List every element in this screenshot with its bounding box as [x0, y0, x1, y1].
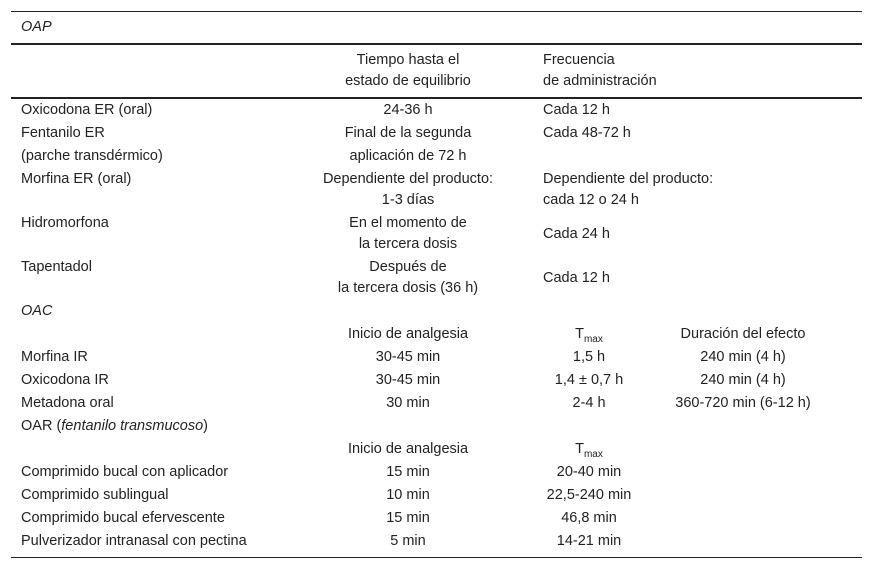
onset-value: 15 min — [386, 464, 430, 480]
oar-title-suffix: ) — [203, 418, 208, 434]
drug-name: Oxicodona IR — [21, 372, 109, 388]
steady-state-value: En el momento de — [349, 215, 467, 231]
onset-value: 5 min — [390, 533, 426, 549]
duration-value: 240 min (4 h) — [700, 372, 786, 388]
frequency-value: Dependiente del producto: — [543, 171, 714, 187]
tmax-value: 20-40 min — [556, 464, 622, 480]
steady-state-value: Dependiente del producto: — [322, 171, 494, 187]
tmax-value: 1,4 ± 0,7 h — [554, 372, 624, 388]
oap-title-rule — [11, 43, 862, 45]
header-frequency-line1: Frecuencia — [543, 52, 615, 68]
frequency-value-line2: cada 12 o 24 h — [543, 192, 639, 208]
drug-name: Comprimido sublingual — [21, 487, 169, 503]
drug-name: Pulverizador intranasal con pectina — [21, 533, 247, 549]
drug-name-detail: (parche transdérmico) — [21, 148, 163, 164]
drug-name: Tapentadol — [21, 259, 92, 275]
steady-state-value: 24-36 h — [383, 102, 433, 118]
drug-name: Comprimido bucal con aplicador — [21, 464, 229, 480]
section-title-oac: OAC — [21, 303, 53, 319]
duration-value: 360-720 min (6-12 h) — [675, 395, 811, 411]
steady-state-value: Después de — [369, 259, 447, 275]
duration-value: 240 min (4 h) — [700, 349, 786, 365]
frequency-value: Cada 24 h — [543, 226, 610, 242]
drug-name: Morfina ER (oral) — [21, 171, 132, 187]
onset-value: 30-45 min — [375, 372, 441, 388]
drug-name: Hidromorfona — [21, 215, 109, 231]
steady-state-value: Final de la segunda — [344, 125, 472, 141]
steady-state-value-line2: la tercera dosis (36 h) — [337, 280, 479, 296]
bottom-rule — [11, 557, 862, 558]
onset-value: 10 min — [386, 487, 430, 503]
onset-value: 30 min — [386, 395, 430, 411]
tmax-main: T — [575, 441, 584, 457]
frequency-value: Cada 12 h — [543, 270, 610, 286]
drug-name: Fentanilo ER — [21, 125, 105, 141]
top-rule — [11, 11, 862, 12]
tmax-sub: max — [583, 449, 603, 460]
header-frequency-line2: de administración — [543, 73, 657, 89]
header-steady-state-line2: estado de equilibrio — [345, 73, 471, 89]
frequency-value: Cada 12 h — [543, 102, 610, 118]
drug-name: Comprimido bucal efervescente — [21, 510, 225, 526]
steady-state-value-line2: 1-3 días — [381, 192, 435, 208]
tmax-value: 22,5-240 min — [546, 487, 632, 503]
tmax-main: T — [575, 326, 584, 342]
frequency-value: Cada 48-72 h — [543, 125, 631, 141]
tmax-value: 46,8 min — [561, 510, 617, 526]
header-steady-state-line1: Tiempo hasta el — [356, 52, 460, 68]
header-duration: Duración del efecto — [680, 326, 806, 342]
tmax-value: 1,5 h — [572, 349, 606, 365]
steady-state-value-line2: aplicación de 72 h — [349, 148, 467, 164]
onset-value: 15 min — [386, 510, 430, 526]
header-onset: Inicio de analgesia — [347, 326, 469, 342]
tmax-sub: max — [583, 334, 603, 345]
onset-value: 30-45 min — [375, 349, 441, 365]
section-title-oap: OAP — [21, 19, 52, 35]
header-tmax — [489, 438, 689, 460]
header-onset: Inicio de analgesia — [347, 441, 469, 457]
tmax-value: 2-4 h — [572, 395, 606, 411]
drug-name: Morfina IR — [21, 349, 88, 365]
drug-name: Oxicodona ER (oral) — [21, 102, 153, 118]
tmax-value: 14-21 min — [556, 533, 622, 549]
drug-name: Metadona oral — [21, 395, 114, 411]
oar-title-prefix: OAR ( — [21, 418, 62, 434]
steady-state-value-line2: la tercera dosis — [358, 236, 458, 252]
section-title-oar — [21, 415, 208, 437]
oar-title-italic: fentanilo transmucoso — [61, 418, 204, 434]
